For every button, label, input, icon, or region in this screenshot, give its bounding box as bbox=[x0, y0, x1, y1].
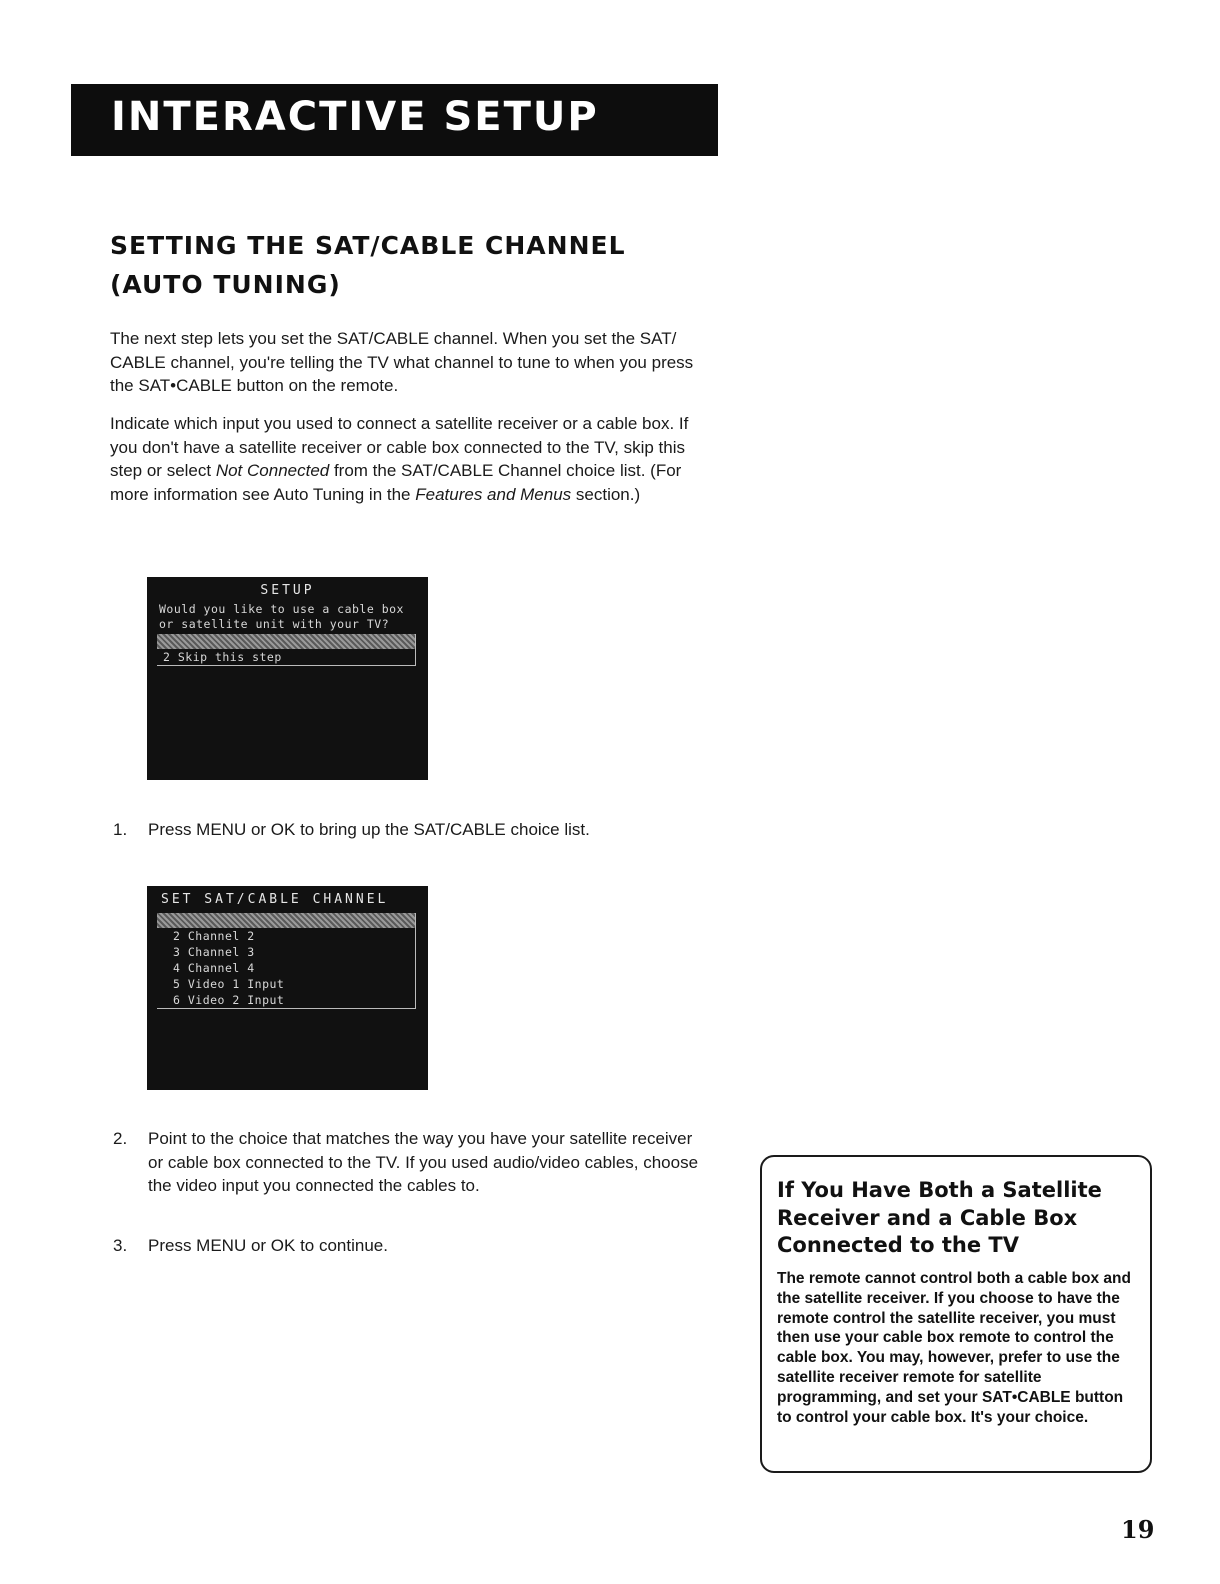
setup-screen-question: Would you like to use a cable box or satellite unit with your TV? bbox=[159, 602, 404, 631]
sat-cable-option[interactable]: 6 Video 2 Input bbox=[173, 993, 285, 1007]
setup-option-highlighted[interactable] bbox=[157, 634, 415, 649]
section-title-line2: (AUTO TUNING) bbox=[110, 270, 341, 299]
step-1 bbox=[113, 818, 713, 842]
intro-paragraph-2 bbox=[110, 412, 720, 506]
intro-p2-text-2: from the SAT/CABLE Channel choice list. (For more information see Auto Tuning in the bbox=[110, 461, 682, 504]
step-2 bbox=[113, 1127, 713, 1199]
sat-cable-screen-title: SET SAT/CABLE CHANNEL bbox=[161, 892, 389, 907]
setup-screen-title: SETUP bbox=[260, 583, 315, 598]
sat-cable-option[interactable]: 2 Channel 2 bbox=[173, 929, 255, 943]
step-3-text: Press MENU or OK to continue. bbox=[148, 1236, 388, 1255]
step-2-number: 2. bbox=[113, 1129, 128, 1148]
sidebar-title: If You Have Both a Satellite Receiver and a Cable Box Connected to the TV bbox=[777, 1178, 1102, 1257]
setup-options-box bbox=[157, 634, 416, 666]
step-1-number: 1. bbox=[113, 820, 128, 839]
sidebar-body: The remote cannot control both a cable box and the satellite receiver. If you choose to have the remote control the satellite receiver, you must then use your cable box remote to control the cable box. You may, however, prefer to use the satellite receiver remote for satellite programming, and set your SAT•CABLE button to control your cable box. It's your choice. bbox=[777, 1270, 1131, 1426]
sat-cable-option[interactable]: 5 Video 1 Input bbox=[173, 977, 285, 991]
intro-paragraph-1: The next step lets you set the SAT/CABLE channel. When you set the SAT/ CABLE channel, you're telling the TV what channel to tune to when you press the SAT•CABLE button on the remote. bbox=[110, 329, 694, 395]
sat-cable-option[interactable]: 4 Channel 4 bbox=[173, 961, 255, 975]
step-3 bbox=[113, 1234, 713, 1258]
intro-p2-italic-1: Not Connected bbox=[215, 461, 330, 480]
section-title-line1: SETTING THE SAT/CABLE CHANNEL bbox=[110, 231, 626, 260]
step-3-number: 3. bbox=[113, 1236, 128, 1255]
intro-p2-italic-2: Features and Menus bbox=[415, 484, 572, 504]
intro-p2-text-3: section.) bbox=[571, 484, 641, 504]
section-title bbox=[110, 226, 730, 304]
tip-sidebar bbox=[760, 1155, 1152, 1473]
sat-cable-option[interactable]: 3 Channel 3 bbox=[173, 945, 255, 959]
sat-cable-options-box bbox=[157, 913, 416, 1009]
step-1-text: Press MENU or OK to bring up the SAT/CABLE choice list. bbox=[148, 820, 590, 839]
header-bar bbox=[71, 84, 718, 156]
setup-option-skip[interactable]: 2 Skip this step bbox=[163, 650, 282, 664]
page-number: 19 bbox=[1121, 1515, 1155, 1544]
sat-cable-channel-screen bbox=[147, 886, 428, 1090]
step-2-text: Point to the choice that matches the way you have your satellite receiver or cable box connected to the TV. If you used audio/video cables, choose the video input you connected the cables to. bbox=[148, 1129, 699, 1195]
intro-p2-text-1: Indicate which input you used to connect a satellite receiver or a cable box. If you don't have a satellite receiver or cable box connected to the TV, skip this step or select bbox=[110, 414, 689, 480]
sat-cable-option-highlighted[interactable] bbox=[157, 913, 415, 928]
setup-screen bbox=[147, 577, 428, 780]
header-title: INTERACTIVE SETUP bbox=[111, 94, 599, 140]
